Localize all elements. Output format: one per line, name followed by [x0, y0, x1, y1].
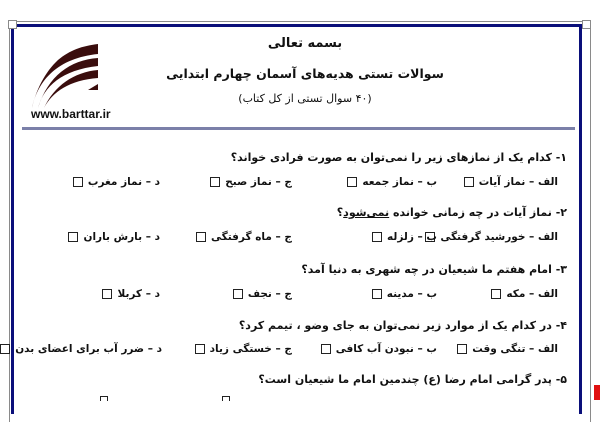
- question-4-option-b[interactable]: [321, 343, 437, 355]
- option-label: د – ضرر آب برای اعضای بدن: [15, 343, 162, 355]
- option-label: الف – مکه: [506, 288, 558, 300]
- option-label: د – بارش باران: [83, 231, 160, 243]
- question-3-text: ۳- امام هفتم ما شیعیان در چه شهری به دنیا آمد؟: [301, 263, 567, 276]
- option-label: ج – نماز صبح: [225, 176, 292, 188]
- question-3-option-b[interactable]: [372, 288, 437, 300]
- option-label: الف – تنگی وقت: [472, 343, 558, 355]
- page-title: سوالات تستی هدیه‌های آسمان چهارم ابتدایی: [166, 66, 444, 81]
- checkbox-icon[interactable]: [233, 289, 243, 299]
- question-4-option-c[interactable]: [195, 343, 292, 355]
- option-label: الف – نماز آیات: [478, 176, 558, 188]
- question-5-checkbox-partial[interactable]: [100, 396, 108, 401]
- page-subtitle: (۴۰ سوال تستی از کل کتاب): [238, 92, 372, 105]
- question-2-text-end: ؟: [336, 206, 344, 219]
- question-2-text-main: ۲- نماز آیات در چه زمانی خوانده: [389, 206, 567, 219]
- option-label: ب – نبودن آب کافی: [335, 343, 437, 355]
- question-3-option-d[interactable]: [102, 288, 160, 300]
- checkbox-icon[interactable]: [68, 232, 78, 242]
- question-2-underlined-word: نمی‌شود: [343, 206, 390, 219]
- option-label: ب – نماز جمعه: [362, 176, 437, 188]
- question-2-option-a[interactable]: [425, 231, 558, 243]
- question-2-option-b[interactable]: [372, 231, 437, 243]
- checkbox-icon[interactable]: [491, 289, 501, 299]
- question-2-text: [337, 206, 567, 219]
- checkbox-icon[interactable]: [195, 344, 205, 354]
- checkbox-icon[interactable]: [464, 177, 474, 187]
- option-label: ب – مدینه: [386, 288, 437, 300]
- question-4-option-a[interactable]: [457, 343, 558, 355]
- question-2-option-c[interactable]: [196, 231, 292, 243]
- question-1-option-b[interactable]: [347, 176, 437, 188]
- edge-red-mark: [594, 385, 600, 400]
- option-label: د – نماز مغرب: [87, 176, 160, 188]
- option-label: ج – خستگی زیاد: [209, 343, 292, 355]
- question-5-checkbox-partial[interactable]: [222, 396, 230, 401]
- checkbox-icon[interactable]: [102, 289, 112, 299]
- checkbox-icon[interactable]: [73, 177, 83, 187]
- option-label: ج – ماه گرفتگی: [211, 231, 292, 243]
- checkbox-icon[interactable]: [210, 177, 220, 187]
- option-label: الف – خورشید گرفتگی: [440, 231, 558, 243]
- checkbox-icon[interactable]: [347, 177, 357, 187]
- option-label: ج – نجف: [247, 288, 292, 300]
- option-label: ب – زلزله: [387, 231, 437, 243]
- website-url: www.barttar.ir: [31, 107, 111, 121]
- option-label: د – کربلا: [117, 288, 160, 300]
- question-1-option-d[interactable]: [73, 176, 160, 188]
- question-3-option-a[interactable]: [491, 288, 558, 300]
- question-3-option-c[interactable]: [233, 288, 292, 300]
- header-separator: [22, 127, 575, 130]
- checkbox-icon[interactable]: [372, 289, 382, 299]
- question-4-option-d[interactable]: [0, 343, 162, 355]
- question-1-option-c[interactable]: [210, 176, 292, 188]
- checkbox-icon[interactable]: [321, 344, 331, 354]
- question-2-option-d[interactable]: [68, 231, 160, 243]
- question-5-text: ۵- پدر گرامی امام رضا (ع) چندمین امام ما شیعیان است؟: [258, 373, 567, 386]
- question-4-text: ۴- در کدام یک از موارد زیر نمی‌توان به جای وضو ، تیمم کرد؟: [238, 319, 567, 332]
- question-1-text: ۱- کدام یک از نمازهای زیر را نمی‌توان به صورت فرادی خواند؟: [230, 151, 567, 164]
- frame-corner-top-left: [8, 20, 17, 29]
- barttar-logo-icon: [30, 40, 105, 110]
- frame-corner-top-right: [582, 20, 591, 29]
- question-1-option-a[interactable]: [464, 176, 558, 188]
- checkbox-icon[interactable]: [457, 344, 467, 354]
- checkbox-icon[interactable]: [372, 232, 382, 242]
- checkbox-icon[interactable]: [196, 232, 206, 242]
- checkbox-icon[interactable]: [0, 344, 10, 354]
- bismillah-heading: بسمه تعالی: [267, 36, 343, 51]
